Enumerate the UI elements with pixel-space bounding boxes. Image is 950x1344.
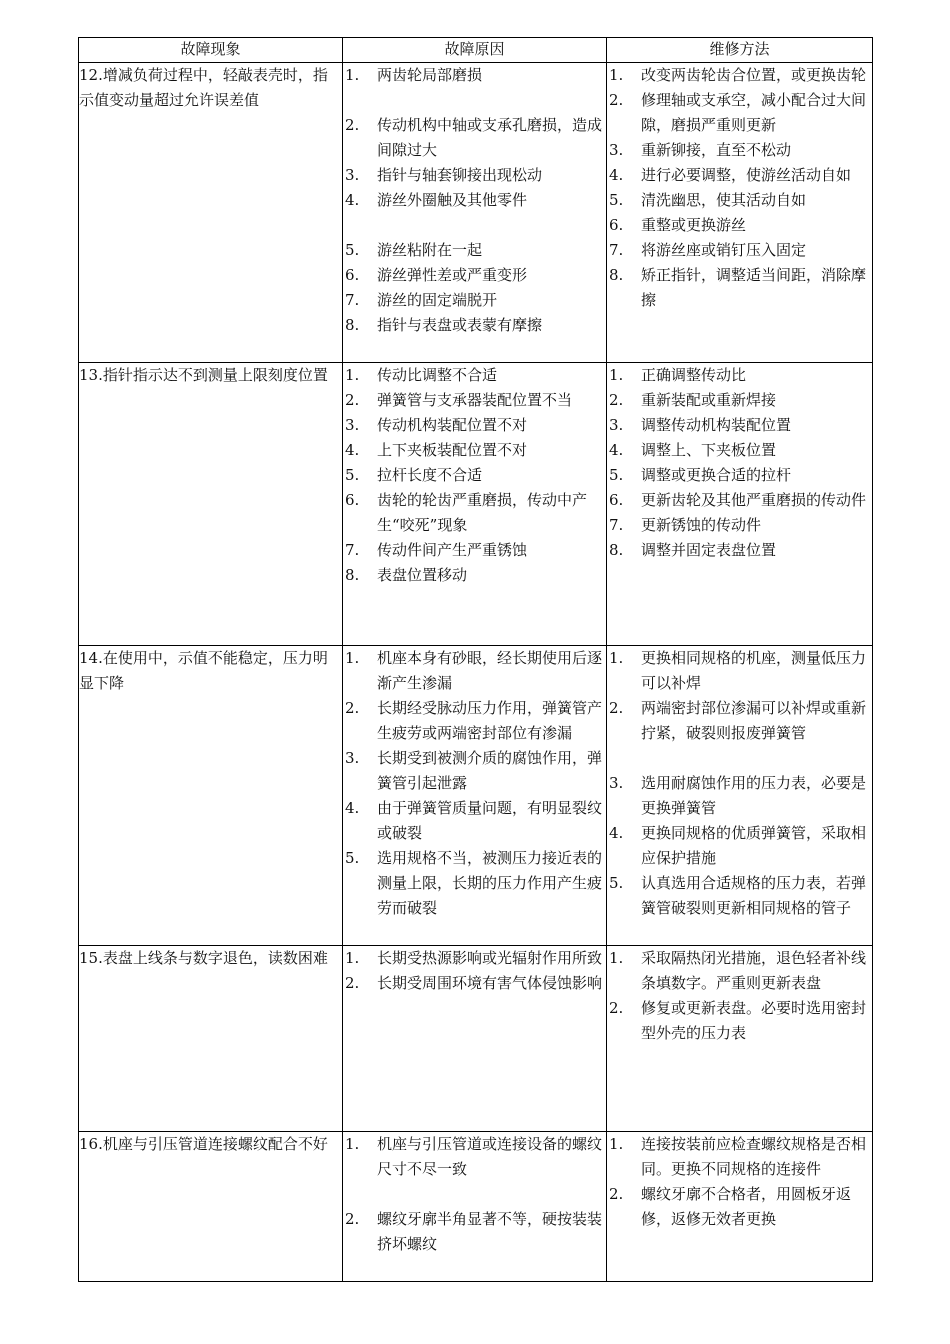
- item-text: 拉杆长度不合适: [377, 466, 483, 484]
- item-text: 选用耐腐蚀作用的压力表，必要是更换弹簧管: [641, 774, 867, 817]
- cause-cell: [343, 646, 607, 946]
- item-text: 矫正指针，调整适当间距，消除摩擦: [641, 266, 867, 309]
- list-item: [607, 1132, 872, 1182]
- symptom-cell: 16.机座与引压管道连接螺纹配合不好: [79, 1132, 343, 1282]
- item-number: 8.: [609, 541, 624, 559]
- list-item: [607, 413, 872, 438]
- item-text: 更新锈蚀的传动件: [641, 516, 762, 534]
- list-item: [343, 746, 606, 796]
- item-text: 机座与引压管道或连接设备的螺纹尺寸不尽一致: [377, 1135, 603, 1178]
- item-text: 游丝外圈触及其他零件: [377, 191, 528, 209]
- item-text: 长期受周围环境有害气体侵蚀影响: [377, 974, 603, 992]
- item-text: 螺纹牙廓半角显著不等，硬按装装挤坏螺纹: [377, 1210, 603, 1253]
- item-text: 两齿轮局部磨损: [377, 66, 483, 84]
- list-item: [343, 538, 606, 563]
- item-number: 2.: [609, 1185, 624, 1203]
- item-text: 游丝粘附在一起: [377, 241, 483, 259]
- item-number: 1.: [345, 1135, 360, 1153]
- list-item: [343, 288, 606, 313]
- list-item: [607, 363, 872, 388]
- list-item: [607, 488, 872, 513]
- item-text: 采取隔热闭光措施，退色轻者补线条填数字。严重则更新表盘: [641, 949, 867, 992]
- item-number: 2.: [345, 391, 360, 409]
- item-text: 调整上、下夹板位置: [641, 441, 777, 459]
- list-item: [343, 646, 606, 696]
- list-item: [607, 946, 872, 996]
- header-method: 维修方法: [607, 38, 873, 63]
- list-item: [343, 1132, 606, 1207]
- list-item: [343, 313, 606, 338]
- item-text: 长期经受脉动压力作用，弹簧管产生疲劳或两端密封部位有渗漏: [377, 699, 603, 742]
- item-text: 传动机构中轴或支承孔磨损，造成间隙过大: [377, 116, 603, 159]
- list-item: [607, 513, 872, 538]
- list-item: [343, 971, 606, 996]
- item-number: 8.: [609, 266, 624, 284]
- item-number: 8.: [345, 566, 360, 584]
- item-number: 1.: [609, 949, 624, 967]
- item-number: 3.: [609, 141, 624, 159]
- list-item: [343, 438, 606, 463]
- item-number: 2.: [609, 999, 624, 1017]
- item-text: 重新铆接，直至不松动: [641, 141, 792, 159]
- item-text: 调整或更换合适的拉杆: [641, 466, 792, 484]
- item-text: 进行必要调整，使游丝活动自如: [641, 166, 852, 184]
- item-text: 调整传动机构装配位置: [641, 416, 792, 434]
- list-item: [343, 563, 606, 588]
- list-item: [607, 871, 872, 921]
- list-item: [343, 488, 606, 538]
- item-text: 长期受到被测介质的腐蚀作用，弹簧管引起泄露: [377, 749, 603, 792]
- item-number: 4.: [345, 799, 360, 817]
- symptom-cell: 13.指针指示达不到测量上限刻度位置: [79, 363, 343, 646]
- list-item: [343, 1207, 606, 1257]
- item-number: 3.: [609, 774, 624, 792]
- item-number: 1.: [345, 649, 360, 667]
- list-item: [607, 263, 872, 313]
- list-item: [343, 796, 606, 846]
- item-number: 1.: [609, 366, 624, 384]
- list-item: [607, 438, 872, 463]
- list-item: [343, 63, 606, 113]
- item-text: 齿轮的轮齿严重磨损，传动中产生“咬死”现象: [377, 491, 588, 534]
- cause-cell: [343, 363, 607, 646]
- list-item: [607, 996, 872, 1046]
- table-row: [79, 946, 873, 1132]
- list-item: [607, 771, 872, 821]
- cause-cell: [343, 946, 607, 1132]
- item-text: 连接按装前应检查螺纹规格是否相同。更换不同规格的连接件: [641, 1135, 867, 1178]
- item-text: 长期受热源影响或光辐射作用所致: [377, 949, 603, 967]
- item-number: 6.: [345, 491, 360, 509]
- cause-cell: [343, 63, 607, 363]
- list-item: [607, 238, 872, 263]
- item-number: 2.: [345, 699, 360, 717]
- table-row: [79, 646, 873, 946]
- item-number: 7.: [609, 241, 624, 259]
- item-number: 7.: [609, 516, 624, 534]
- item-number: 6.: [345, 266, 360, 284]
- item-number: 5.: [345, 466, 360, 484]
- item-number: 6.: [609, 491, 624, 509]
- item-number: 4.: [609, 166, 624, 184]
- item-number: 1.: [345, 949, 360, 967]
- item-number: 6.: [609, 216, 624, 234]
- list-item: [607, 138, 872, 163]
- item-text: 将游丝座或销钉压入固定: [641, 241, 807, 259]
- item-text: 上下夹板装配位置不对: [377, 441, 528, 459]
- item-number: 2.: [345, 974, 360, 992]
- item-text: 表盘位置移动: [377, 566, 468, 584]
- item-number: 2.: [609, 391, 624, 409]
- item-number: 5.: [609, 466, 624, 484]
- header-cause: 故障原因: [343, 38, 607, 63]
- item-text: 弹簧管与支承器装配位置不当: [377, 391, 573, 409]
- item-text: 认真选用合适规格的压力表，若弹簧管破裂则更新相同规格的管子: [641, 874, 867, 917]
- item-number: 5.: [345, 849, 360, 867]
- table-row: [79, 1132, 873, 1282]
- item-text: 机座本身有砂眼，经长期使用后逐渐产生渗漏: [377, 649, 603, 692]
- item-number: 3.: [345, 749, 360, 767]
- item-text: 螺纹牙廓不合格者，用圆板牙返修，返修无效者更换: [641, 1185, 852, 1228]
- item-text: 改变两齿轮齿合位置，或更换齿轮: [641, 66, 867, 84]
- list-item: [343, 413, 606, 438]
- list-item: [343, 846, 606, 921]
- item-text: 由于弹簧管质量问题，有明显裂纹或破裂: [377, 799, 603, 842]
- item-number: 3.: [345, 416, 360, 434]
- symptom-cell: 15.表盘上线条与数字退色，读数困难: [79, 946, 343, 1132]
- item-number: 5.: [609, 191, 624, 209]
- method-cell: [607, 946, 873, 1132]
- list-item: [343, 188, 606, 238]
- method-cell: [607, 1132, 873, 1282]
- item-number: 4.: [609, 441, 624, 459]
- list-item: [607, 646, 872, 696]
- item-number: 2.: [345, 1210, 360, 1228]
- item-text: 传动件间产生严重锈蚀: [377, 541, 528, 559]
- cause-cell: [343, 1132, 607, 1282]
- method-cell: [607, 363, 873, 646]
- header-row: [79, 38, 873, 63]
- item-text: 更新齿轮及其他严重磨损的传动件: [641, 491, 867, 509]
- item-number: 2.: [345, 116, 360, 134]
- list-item: [607, 63, 872, 88]
- symptom-cell: 12.增减负荷过程中，轻敲表壳时，指示值变动量超过允许误差值: [79, 63, 343, 363]
- item-text: 选用规格不当，被测压力接近表的测量上限，长期的压力作用产生疲劳而破裂: [377, 849, 603, 917]
- item-number: 2.: [609, 699, 624, 717]
- item-number: 4.: [345, 191, 360, 209]
- item-number: 2.: [609, 91, 624, 109]
- method-cell: [607, 646, 873, 946]
- item-text: 修复或更新表盘。必要时选用密封型外壳的压力表: [641, 999, 867, 1042]
- item-text: 更换相同规格的机座，测量低压力可以补焊: [641, 649, 867, 692]
- item-number: 5.: [345, 241, 360, 259]
- item-number: 3.: [345, 166, 360, 184]
- item-text: 更换同规格的优质弹簧管，采取相应保护措施: [641, 824, 867, 867]
- list-item: [607, 821, 872, 871]
- item-text: 传动比调整不合适: [377, 366, 498, 384]
- method-cell: [607, 63, 873, 363]
- list-item: [607, 388, 872, 413]
- item-number: 1.: [345, 366, 360, 384]
- item-text: 游丝的固定端脱开: [377, 291, 498, 309]
- list-item: [343, 696, 606, 746]
- list-item: [343, 163, 606, 188]
- item-text: 修理轴或支承空，减小配合过大间隙，磨损严重则更新: [641, 91, 867, 134]
- list-item: [607, 163, 872, 188]
- item-text: 重新装配或重新焊接: [641, 391, 777, 409]
- list-item: [607, 1182, 872, 1232]
- item-number: 4.: [609, 824, 624, 842]
- item-number: 1.: [609, 1135, 624, 1153]
- fault-table: [78, 37, 873, 1282]
- item-number: 7.: [345, 541, 360, 559]
- list-item: [343, 463, 606, 488]
- item-number: 3.: [609, 416, 624, 434]
- list-item: [343, 363, 606, 388]
- item-number: 1.: [609, 649, 624, 667]
- table-row: [79, 63, 873, 363]
- item-text: 清洗幽思，使其活动自如: [641, 191, 807, 209]
- item-text: 正确调整传动比: [641, 366, 747, 384]
- list-item: [343, 388, 606, 413]
- list-item: [607, 463, 872, 488]
- item-number: 8.: [345, 316, 360, 334]
- item-text: 传动机构装配位置不对: [377, 416, 528, 434]
- item-text: 指针与表盘或表蒙有摩擦: [377, 316, 543, 334]
- item-number: 7.: [345, 291, 360, 309]
- item-number: 1.: [609, 66, 624, 84]
- item-text: 指针与轴套铆接出现松动: [377, 166, 543, 184]
- list-item: [607, 696, 872, 771]
- list-item: [343, 263, 606, 288]
- item-text: 调整并固定表盘位置: [641, 541, 777, 559]
- item-number: 5.: [609, 874, 624, 892]
- list-item: [607, 188, 872, 213]
- list-item: [343, 946, 606, 971]
- list-item: [343, 113, 606, 163]
- table-row: [79, 363, 873, 646]
- item-text: 游丝弹性差或严重变形: [377, 266, 528, 284]
- list-item: [607, 538, 872, 563]
- header-symptom: 故障现象: [79, 38, 343, 63]
- item-text: 两端密封部位渗漏可以补焊或重新拧紧，破裂则报废弹簧管: [641, 699, 867, 742]
- item-text: 重整或更换游丝: [641, 216, 747, 234]
- list-item: [343, 238, 606, 263]
- list-item: [607, 213, 872, 238]
- item-number: 4.: [345, 441, 360, 459]
- item-number: 1.: [345, 66, 360, 84]
- symptom-cell: 14.在使用中，示值不能稳定，压力明显下降: [79, 646, 343, 946]
- list-item: [607, 88, 872, 138]
